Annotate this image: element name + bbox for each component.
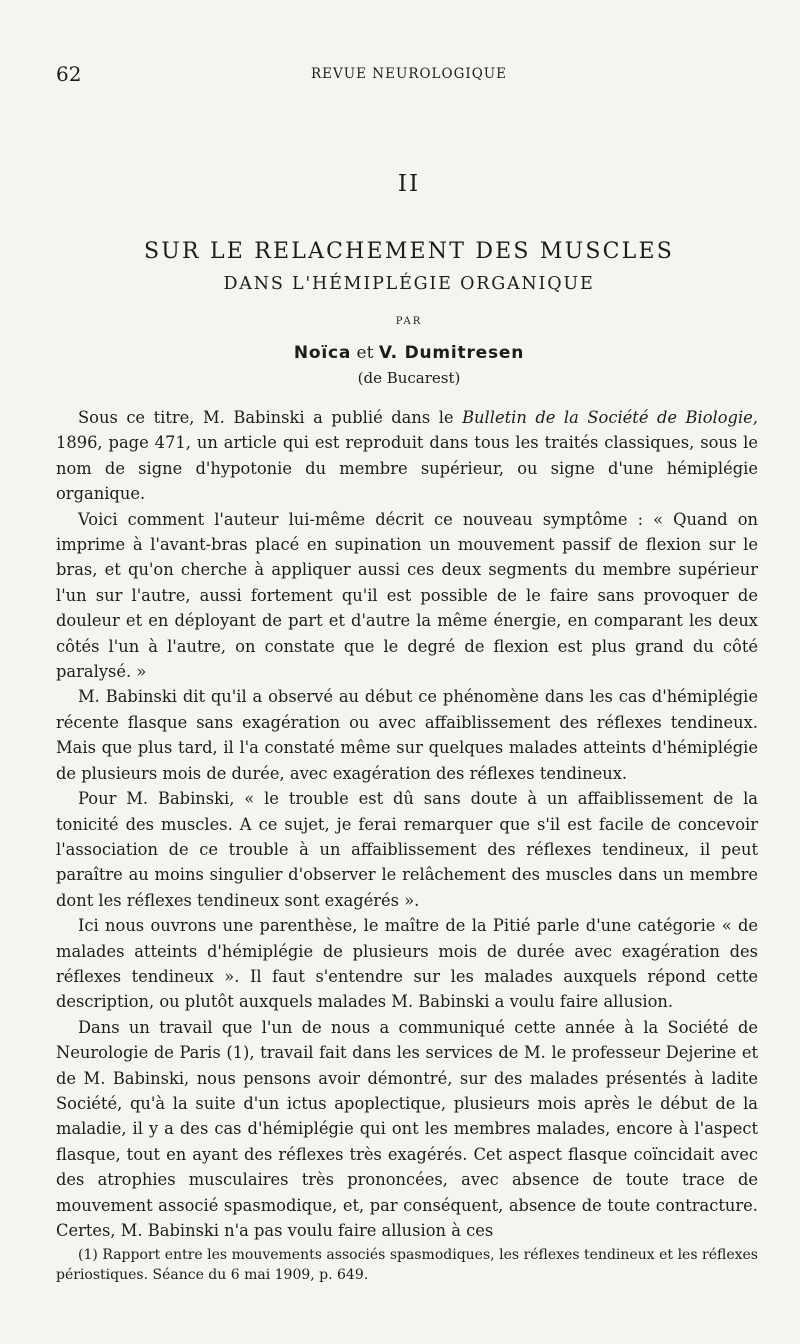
footnote: [56, 1245, 758, 1285]
article-heading: [56, 170, 762, 388]
author-1: Noïca: [293, 343, 352, 363]
paragraph-1: [56, 405, 758, 507]
article-title-line-2: DANS L'HÉMIPLÉGIE ORGANIQUE: [223, 274, 595, 294]
paragraph-1-text-b: 1896, page 471, un article qui est reproduit dans tous les traités classiques, sous le nom de signe d'hypotonie du membre supérieur, ou signe d'une hémiplégie organique.: [56, 433, 758, 504]
paragraph-5: Ici nous ouvrons une parenthèse, le maître de la Pitié parle d'une catégorie « de malades atteints d'hémiplégie de plusieurs mois de durée avec exagération des réflexes tendineux ». Il faut s'entendre sur les malades auxquels répond cette description, ou plutôt auxquels malades M. Babinski a voulu faire allusion.: [56, 916, 758, 1012]
paragraph-1-text-a: Sous ce titre, M. Babinski a publié dans le: [78, 408, 463, 427]
article-title-line-1: SUR LE RELACHEMENT DES MUSCLES: [143, 239, 674, 264]
footnote-text: (1) Rapport entre les mouvements associés spasmodiques, les réflexes tendineux et les réflexes périostiques. Séance du 6 mai 1909, p. 649.: [56, 1247, 758, 1283]
journal-title: Bulletin de la Société de Biologie,: [462, 408, 758, 427]
article-body: [56, 405, 758, 1243]
by-label: PAR: [395, 316, 423, 327]
page-header: [56, 62, 762, 86]
affiliation: (de Bucarest): [357, 369, 461, 387]
paragraph-3: M. Babinski dit qu'il a observé au début ce phénomène dans les cas d'hémiplégie récente flasque sans exagération ou avec affaiblissement des réflexes tendineux. Mais que plus tard, il l'a constaté même sur quelques malades atteints d'hémiplégie de plusieurs mois de durée, avec exagération des réflexes tendineux.: [56, 687, 758, 783]
running-title: REVUE NEUROLOGIQUE: [310, 66, 508, 82]
authors: [56, 342, 762, 364]
paragraph-2: Voici comment l'auteur lui-même décrit ce nouveau symptôme : « Quand on imprime à l'avant-bras placé en supination un mouvement passif de flexion sur le bras, et qu'on cherche à appliquer aussi ces deux segments du membre supérieur l'un sur l'autre, aussi fortement qu'il est possible de le faire sans provoquer de douleur et en déployant de part et d'autre la même énergie, en comparant les deux côtés l'un à l'autre, on constate que le degré de flexion est plus grand du côté paralysé. »: [56, 509, 758, 682]
section-number: II: [397, 171, 421, 197]
paragraph-4: Pour M. Babinski, « le trouble est dû sans doute à un affaiblissement de la tonicité des muscles. A ce sujet, je ferai remarquer que s'il est facile de concevoir l'association de ce trouble à un affaiblissement des réflexes tendineux, il peut paraître au moins singulier d'observer le relâchement des muscles dans un membre dont les réflexes tendineux sont exagérés ».: [56, 789, 758, 910]
author-conjunction: et: [351, 343, 379, 363]
page-number: 62: [56, 62, 82, 86]
paragraph-6: Dans un travail que l'un de nous a communiqué cette année à la Société de Neurologie de Paris (1), travail fait dans les services de M. le professeur Dejerine et de M. Babinski, nous pensons avoir démontré, sur des malades présentés à ladite Société, qu'à la suite d'un ictus apoplectique, plusieurs mois après le début de la maladie, il y a des cas d'hémiplégie qui ont les membres malades, encore à l'aspect flasque, tout en ayant des réflexes très exagérés. Cet aspect flasque coïncidait avec des atrophies musculaires très prononcées, avec absence de toute trace de mouvement associé spasmodique, et, par conséquent, absence de toute contracture. Certes, M. Babinski n'a pas voulu faire allusion à ces: [56, 1017, 758, 1240]
author-2: V. Dumitresen: [378, 343, 525, 363]
